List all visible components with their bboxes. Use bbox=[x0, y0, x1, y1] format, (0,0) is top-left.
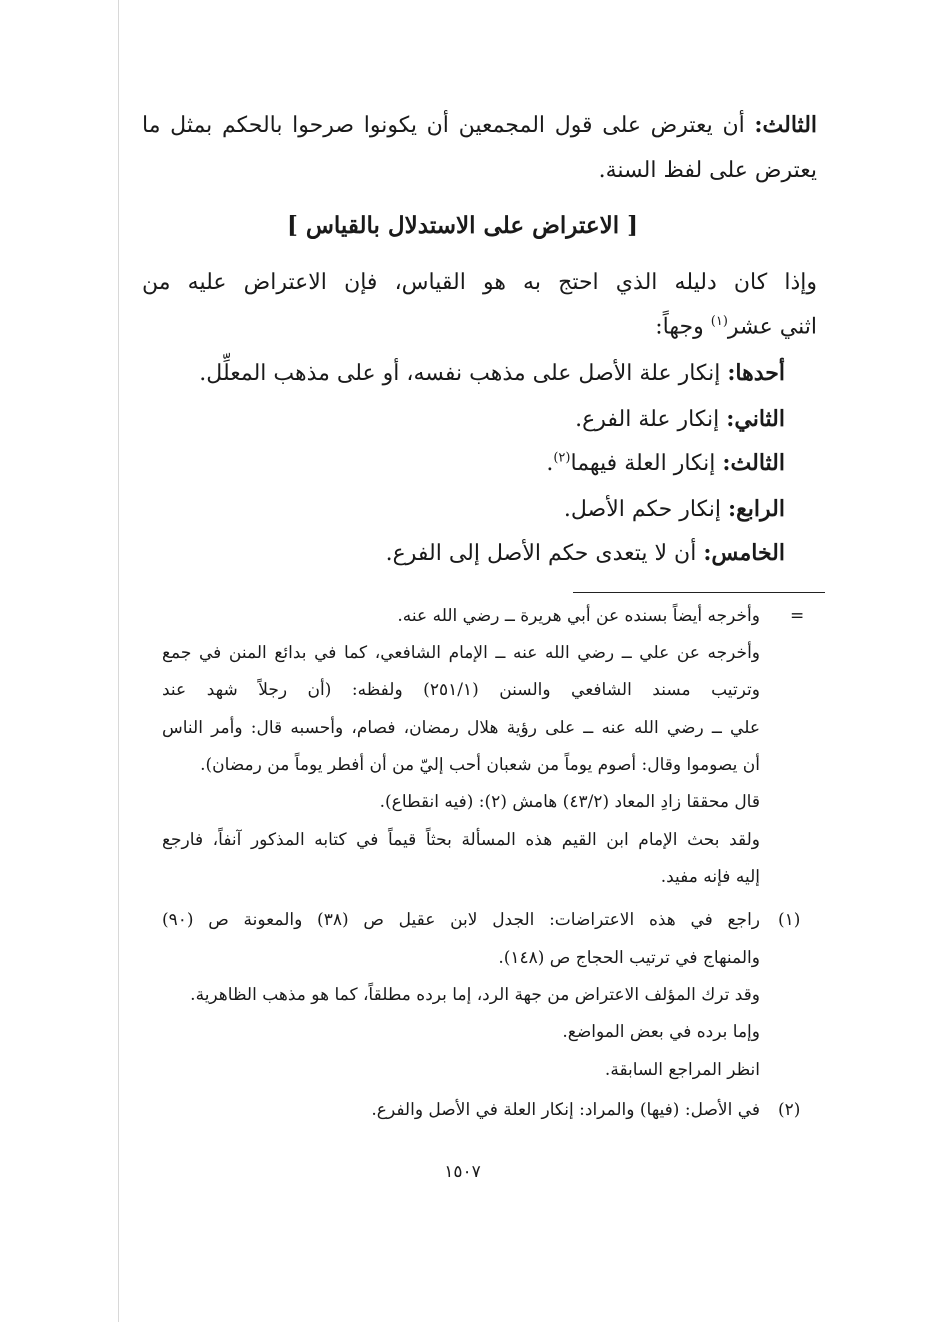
item-first bbox=[199, 360, 785, 386]
footnote-1-line: وإما برده في بعض المواضع. bbox=[562, 1022, 760, 1042]
intro-text: اثني عشر bbox=[727, 314, 817, 340]
item-fifth bbox=[386, 540, 785, 566]
page-number: ١٥٠٧ bbox=[444, 1162, 481, 1182]
item-text: إنكار حكم الأصل. bbox=[563, 497, 728, 522]
footnote-cont-line: أن يصوموا وقال: أصوم يوماً من شعبان أحب إليّ من أن أفطر يوماً من رمضان). bbox=[200, 755, 760, 775]
footnote-2-number: (٢) bbox=[778, 1100, 801, 1120]
footnote-2-line: في الأصل: (فيها) والمراد: إنكار العلة في الأصل والفرع. bbox=[371, 1100, 760, 1120]
footnote-separator bbox=[573, 592, 825, 593]
intro-text-end: وجهاً: bbox=[655, 314, 711, 340]
footnote-cont-line: إليه فإنه مفيد. bbox=[660, 867, 760, 887]
continuation-mark: = bbox=[790, 606, 805, 626]
footnote-1-line: انظر المراجع السابقة. bbox=[604, 1060, 760, 1080]
third-point-line-1 bbox=[142, 112, 817, 138]
item-fourth bbox=[564, 496, 785, 522]
footnote-cont-line: ولقد بحث الإمام ابن القيم هذه المسألة بحثاً قيماً في كتابه المذكور آنفاً، فارجع bbox=[162, 830, 760, 850]
item-text-end: . bbox=[546, 451, 554, 476]
third-point-text: أن يعترض على قول المجمعين أن يكونوا صرحوا بالحكم بمثل ما bbox=[142, 113, 745, 138]
footnote-ref-1[interactable]: (١) bbox=[710, 314, 728, 329]
footnote-cont-line: قال محققا زادِ المعاد (٤٣/٢) هامش (٢): (فيه انقطاع). bbox=[379, 792, 760, 812]
item-text: إنكار علة الفرع. bbox=[575, 407, 727, 432]
item-text: إنكار العلة فيهما bbox=[570, 451, 723, 476]
item-second bbox=[575, 406, 785, 432]
item-label: الثاني: bbox=[726, 406, 785, 432]
item-label: الخامس: bbox=[703, 540, 785, 566]
item-label: الرابع: bbox=[727, 496, 785, 522]
intro-line-1: وإذا كان دليله الذي احتج به هو القياس، فإن الاعتراض عليه من bbox=[142, 270, 818, 295]
intro-line-2 bbox=[655, 314, 817, 339]
footnote-cont-line: وترتيب مسند الشافعي والسنن (٢٥١/١) ولفظه: (أن رجلاً شهد عند bbox=[162, 680, 760, 700]
third-point-label: الثالث: bbox=[754, 112, 818, 138]
item-third bbox=[546, 450, 785, 476]
footnote-cont-line: علي ــ رضي الله عنه ــ على رؤية هلال رمضان، فصام، وأحسبه قال: وأمر الناس bbox=[162, 718, 760, 738]
footnote-1-line: والمنهاج في ترتيب الحجاج ص (١٤٨). bbox=[498, 948, 760, 968]
footnote-1-line: وقد ترك المؤلف الاعتراض من جهة الرد، إما برده مطلقاً، كما هو مذهب الظاهرية. bbox=[190, 985, 760, 1005]
item-text: أن لا يتعدى حكم الأصل إلى الفرع. bbox=[385, 541, 704, 566]
scan-edge-line bbox=[118, 0, 119, 1322]
section-heading: [ الاعتراض على الاستدلال بالقياس ] bbox=[286, 212, 639, 239]
item-label: أحدها: bbox=[727, 360, 785, 386]
footnote-1-line: راجع في هذه الاعتراضات: الجدل لابن عقيل ص (٣٨) والمعونة ص (٩٠) bbox=[162, 910, 760, 930]
footnote-cont-line: وأخرجه عن علي ــ رضي الله عنه ــ الإمام الشافعي، كما في بدائع المنن في جمع bbox=[162, 643, 760, 663]
footnote-ref-2[interactable]: (٢) bbox=[553, 450, 571, 466]
item-text: إنكار علة الأصل على مذهب نفسه، أو على مذهب المعلِّل. bbox=[199, 361, 728, 386]
third-point-line-2: يعترض على لفظ السنة. bbox=[598, 158, 817, 183]
footnote-1-number: (١) bbox=[778, 910, 801, 930]
footnote-cont-line: وأخرجه أيضاً بسنده عن أبي هريرة ــ رضي الله عنه. bbox=[397, 606, 760, 626]
item-label: الثالث: bbox=[722, 450, 785, 476]
